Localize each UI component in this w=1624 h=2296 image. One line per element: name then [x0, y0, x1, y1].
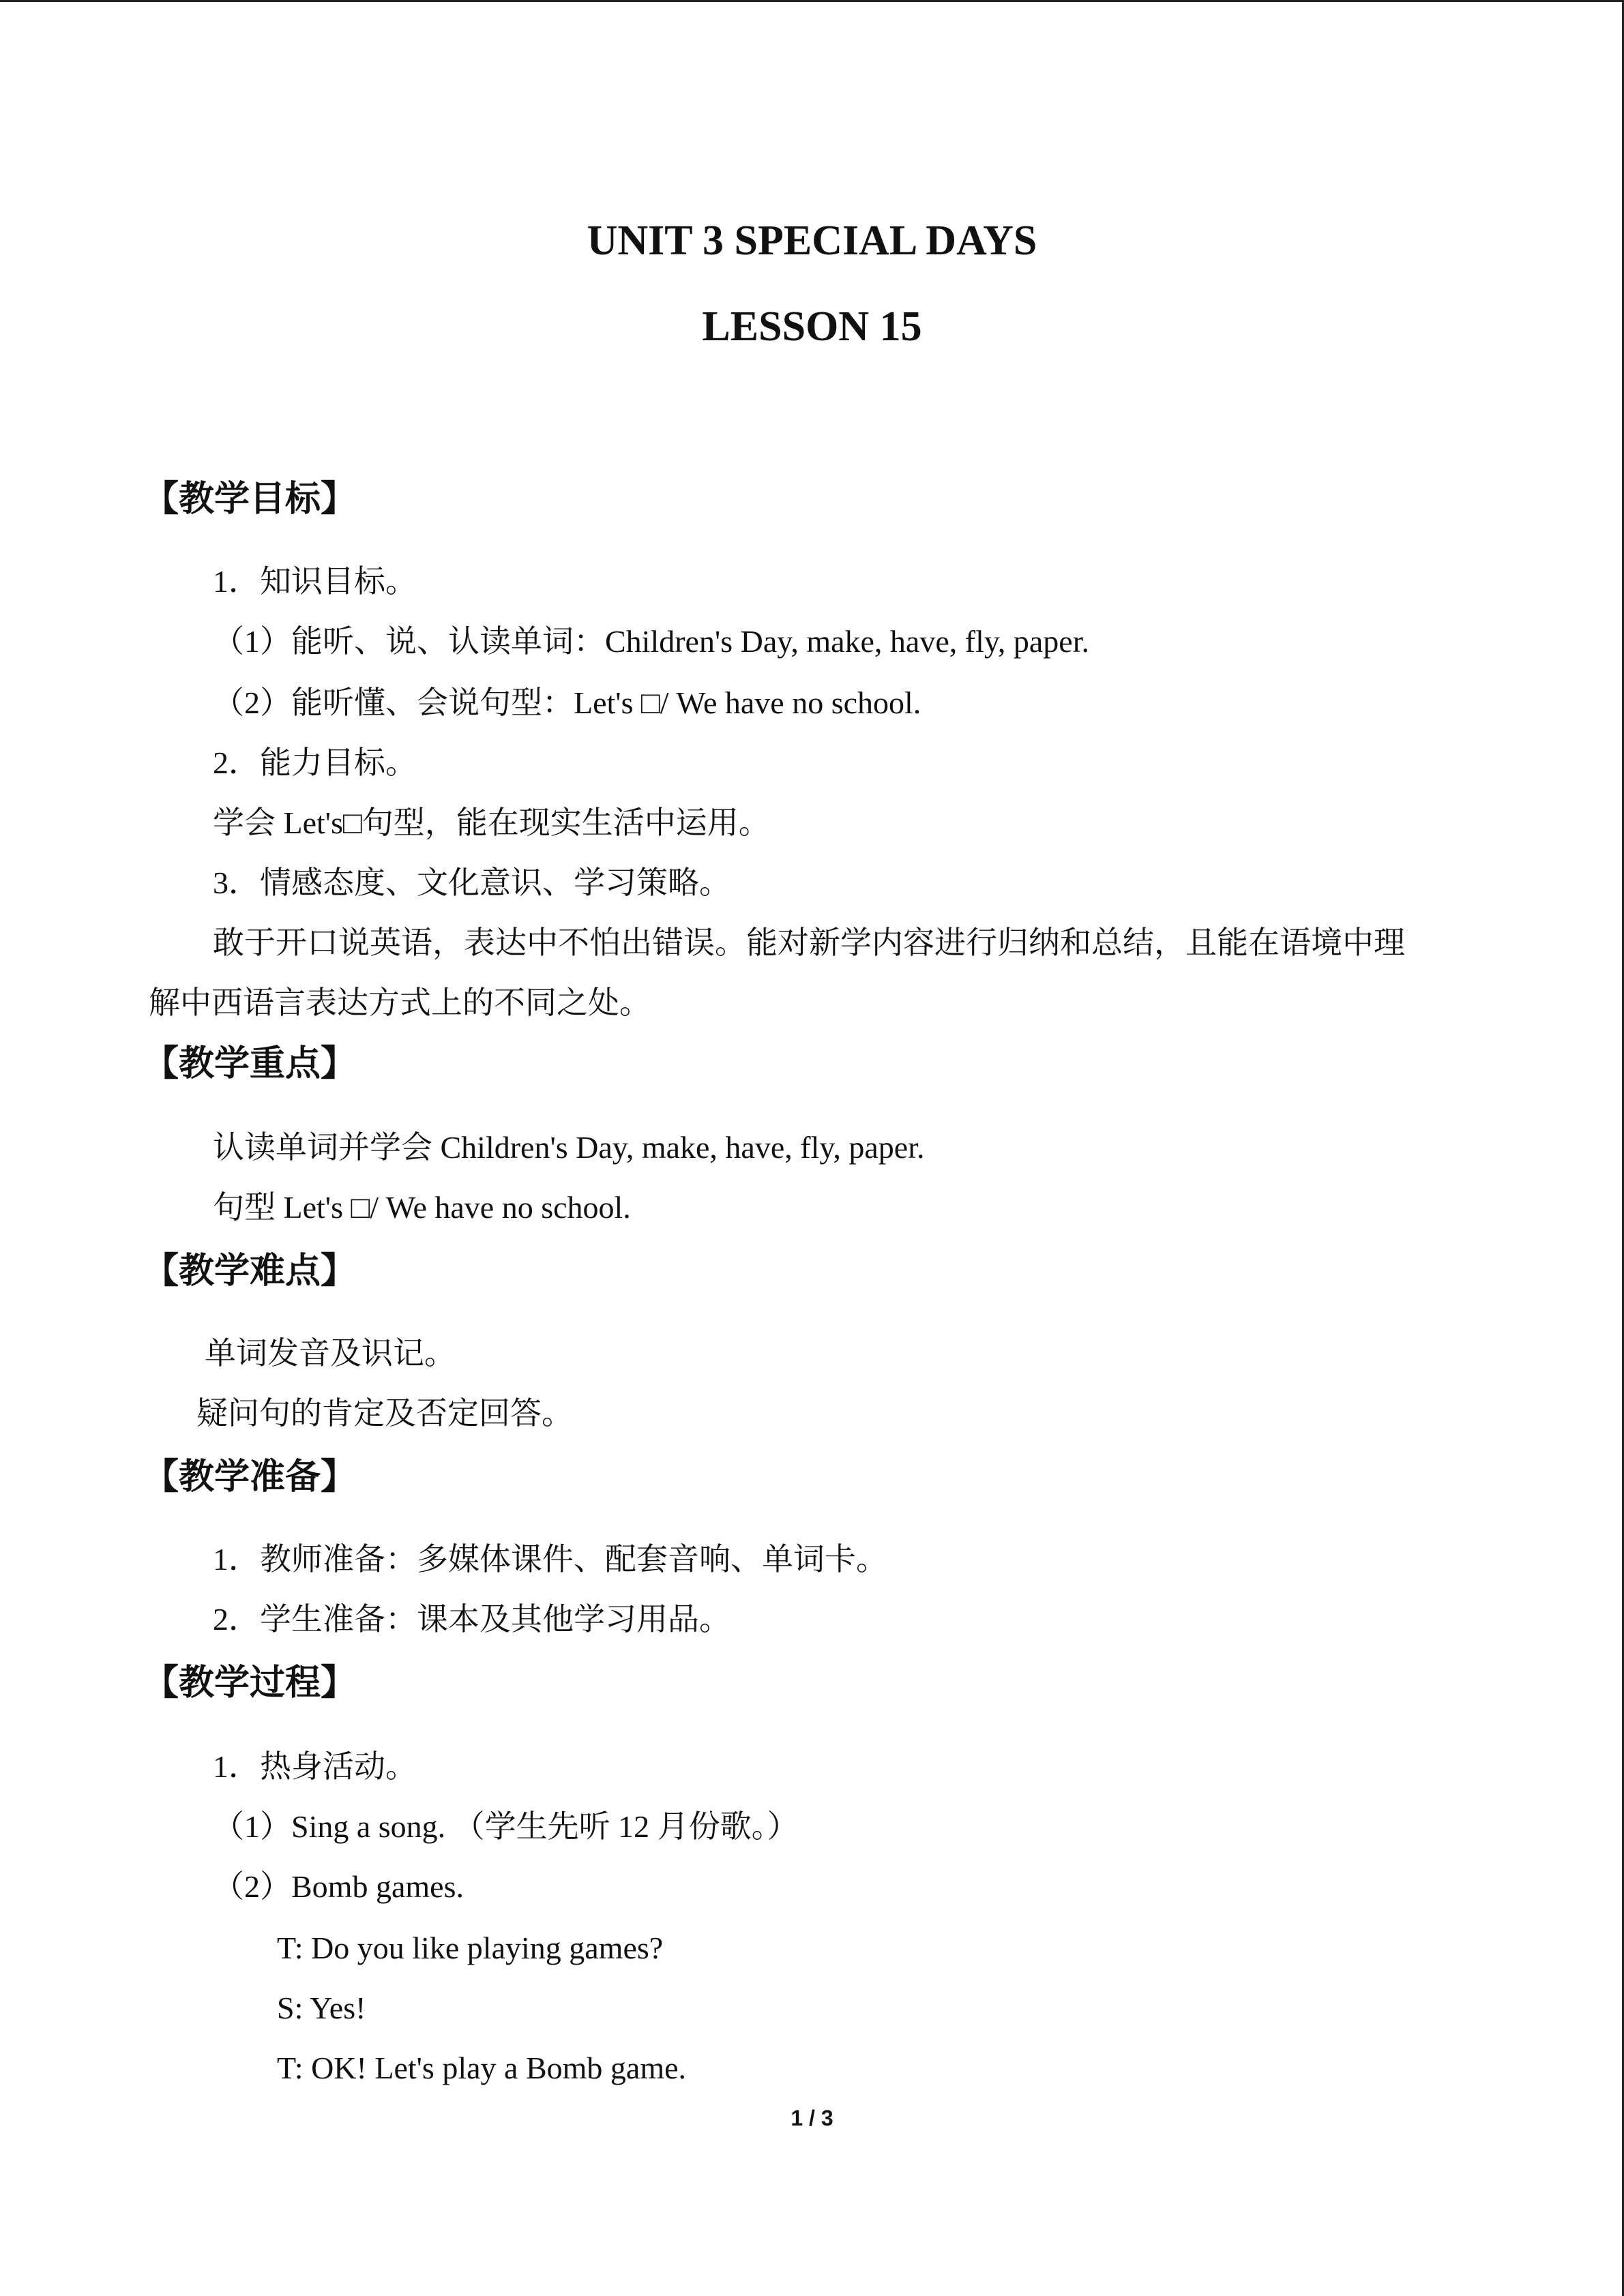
preparation-line: 2．学生准备：课本及其他学习用品。 [213, 1602, 730, 1637]
objectives-line: 1．知识目标。 [213, 564, 417, 599]
objectives-line: （2）能听懂、会说句型：Let's □/ We have no school. [213, 685, 921, 720]
key-points-line: 认读单词并学会 Children's Day, make, have, fly, paper. [213, 1130, 925, 1165]
document-subtitle: LESSON 15 [702, 303, 922, 350]
process-dialogue-line: T: Do you like playing games? [277, 1930, 664, 1965]
objectives-line: 学会 Let's□句型，能在现实生活中运用。 [213, 805, 770, 840]
section-heading-objectives: 【教学目标】 [143, 479, 357, 520]
key-points-line: 句型 Let's □/ We have no school. [213, 1190, 631, 1225]
document-title: UNIT 3 SPECIAL DAYS [587, 218, 1037, 264]
preparation-line: 1．教师准备：多媒体课件、配套音响、单词卡。 [213, 1542, 887, 1577]
objectives-line: 解中西语言表达方式上的不同之处。 [149, 985, 651, 1020]
process-line: 1．热身活动。 [213, 1749, 417, 1784]
process-line: （2）Bomb games. [213, 1869, 464, 1904]
section-heading-key-points: 【教学重点】 [143, 1043, 357, 1084]
page-number: 1 / 3 [791, 2106, 833, 2130]
objectives-line: 敢于开口说英语，表达中不怕出错误。能对新学内容进行归纳和总结，且能在语境中理 [213, 925, 1405, 960]
difficulties-line: 疑问句的肯定及否定回答。 [196, 1396, 573, 1431]
section-heading-preparation: 【教学准备】 [143, 1457, 357, 1497]
process-dialogue-line: S: Yes! [277, 1991, 366, 2025]
difficulties-line: 单词发音及识记。 [205, 1336, 456, 1371]
section-heading-process: 【教学过程】 [143, 1663, 357, 1703]
objectives-line: （1）能听、说、认读单词：Children's Day, make, have, fly, paper. [213, 624, 1089, 659]
objectives-line: 2．能力目标。 [213, 745, 417, 780]
objectives-line: 3．情感态度、文化意识、学习策略。 [213, 865, 730, 900]
section-heading-difficulties: 【教学难点】 [143, 1251, 357, 1292]
process-dialogue-line: T: OK! Let's play a Bomb game. [277, 2051, 687, 2085]
process-line: （1）Sing a song. （学生先听 12 月份歌。） [213, 1809, 799, 1844]
